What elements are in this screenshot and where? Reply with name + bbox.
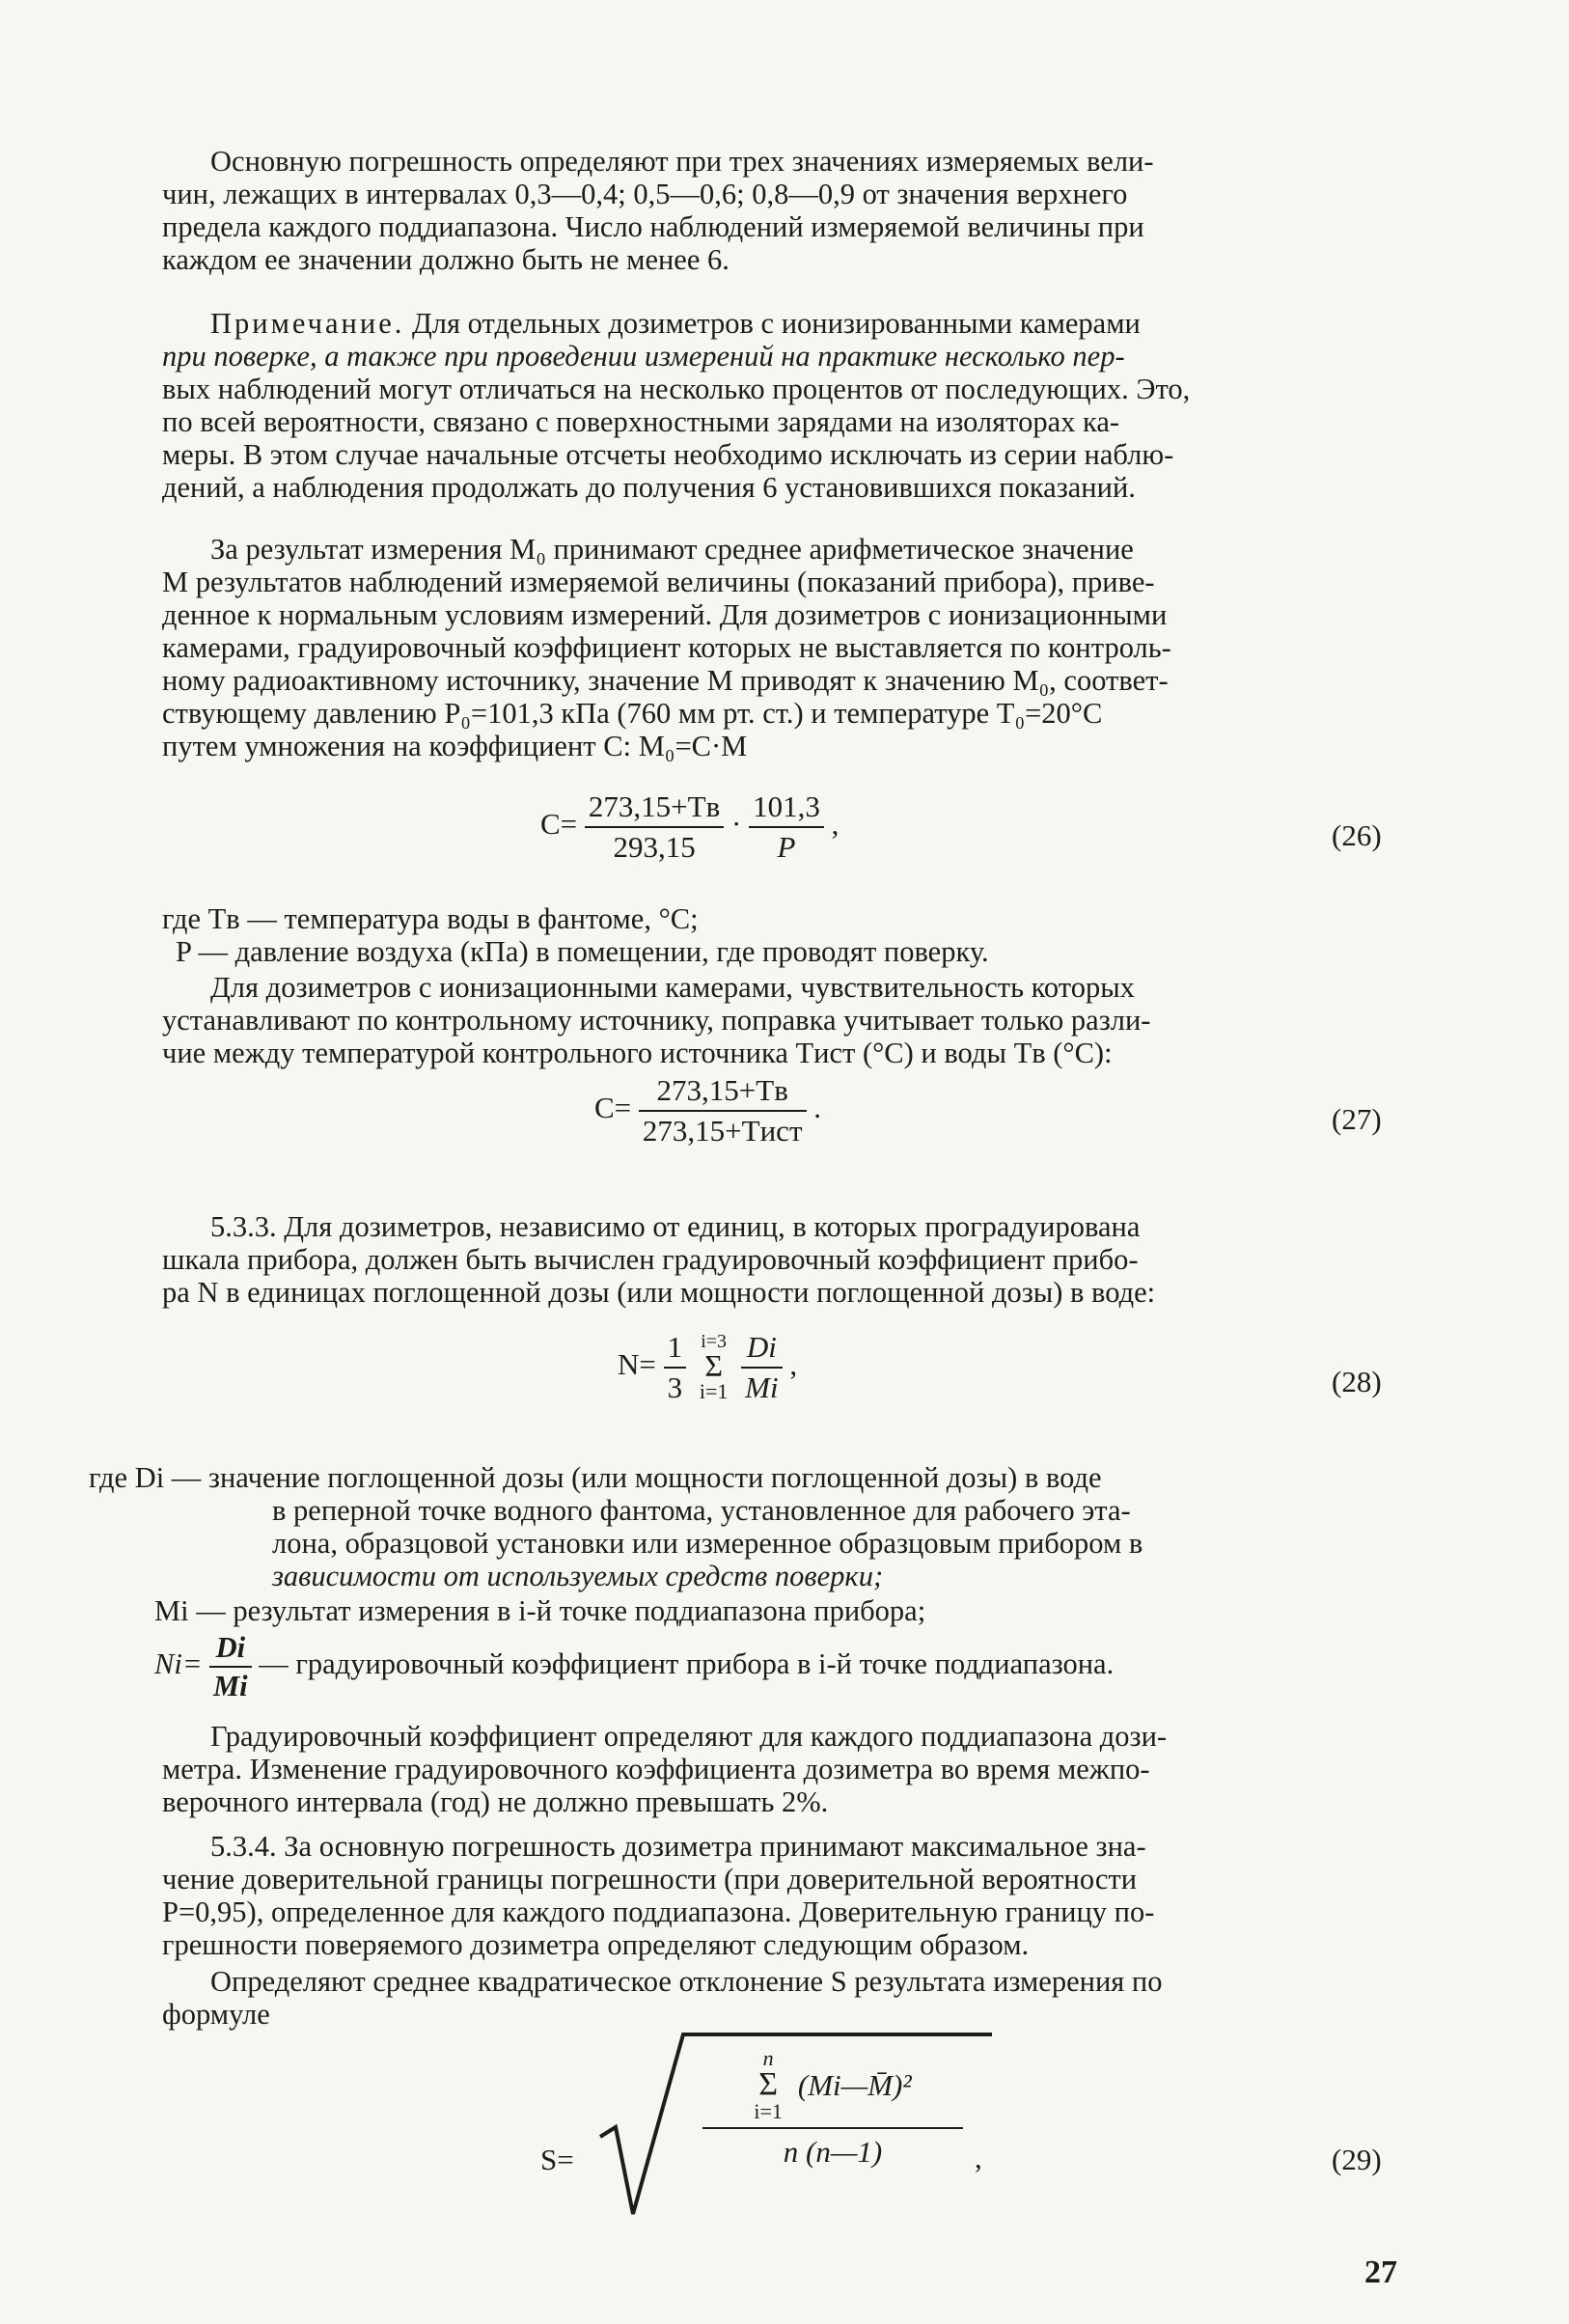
text-line: устанавливают по контрольному источнику, поправка учитывает только разли- (162, 1004, 1151, 1037)
fraction-numerator: 101,3 (749, 789, 824, 828)
equation-number: (29) (1332, 2143, 1382, 2176)
paragraph-main-error (162, 145, 1445, 276)
sum-term: (Mi—M̄)² (797, 2068, 912, 2102)
fraction (209, 1631, 252, 1702)
text-line (162, 307, 1445, 340)
page-number: 27 (1364, 2255, 1397, 2290)
equation-number: (26) (1332, 818, 1382, 852)
eq-operator: · (730, 807, 742, 842)
text-line: шкала прибора, должен быть вычислен градуировочный коэффициент прибо- (162, 1243, 1139, 1276)
text-line: формуле (162, 1998, 270, 2031)
text-line: предела каждого поддиапазона. Число наблюдений измеряемой величины при (162, 210, 1144, 243)
paragraph-std-dev (162, 1965, 1445, 2031)
definition-line: где Di — значение поглощенной дозы (или мощности поглощенной дозы) в воде (89, 1461, 1102, 1494)
fraction (749, 789, 824, 865)
paragraph-5-3-4 (162, 1830, 1445, 1961)
paragraph-5-3-3 (162, 1210, 1445, 1309)
text-line: чин, лежащих в интервалах 0,3—0,4; 0,5—0,6; 0,8—0,9 от значения верхнего (162, 178, 1128, 210)
text-line: Определяют среднее квадратическое отклонение S результата измерения по (210, 1965, 1163, 1998)
paragraph-calibration (162, 1720, 1445, 1818)
eq-lhs: C= (594, 1091, 632, 1125)
sigma-symbol: Σ (758, 2066, 778, 2102)
eq-lhs: S= (540, 2143, 574, 2176)
fraction-denominator: 3 (667, 1370, 683, 1404)
text-line: чение доверительной границы погрешности (при доверительной вероятности (162, 1863, 1138, 1895)
fraction (639, 1073, 807, 1148)
definition-line: где Tв — температура воды в фантоме, °C; (162, 902, 699, 935)
equation-29 (702, 2048, 963, 2170)
text-line: грешности поверяемого дозиметра определяют следующим образом. (162, 1928, 1030, 1961)
eq-punct: . (813, 1091, 821, 1125)
sum-upper-limit: n (762, 2046, 774, 2070)
text-line: дений, а наблюдения продолжать до получения 6 установившихся показаний. (162, 471, 1136, 504)
equation-number: (27) (1332, 1102, 1382, 1136)
eq-lhs: C= (540, 807, 578, 842)
text-line: путем умножения на коэффициент C: M₀=C·M (162, 730, 748, 762)
definition-line: Mi — результат измерения в i-й точке поддиапазона прибора; (154, 1594, 926, 1627)
eq-punct: , (789, 1347, 798, 1382)
fraction-numerator: 273,15+Tв (585, 789, 724, 828)
text-line: M результатов наблюдений измеряемой величины (показаний прибора), приве- (162, 566, 1155, 598)
sum-upper-limit: i=3 (701, 1331, 728, 1352)
note-paragraph (162, 307, 1445, 504)
fraction-denominator: Mi (745, 1370, 779, 1404)
fraction-denominator: 293,15 (613, 830, 696, 864)
fraction-numerator: 1 (664, 1330, 687, 1369)
text-line: каждом ее значении должно быть не менее 6. (162, 243, 729, 276)
text-line: Градуировочный коэффициент определяют для каждого поддиапазона дози- (210, 1720, 1168, 1753)
text-line: Для дозиметров с ионизационными камерами, чувствительность которых (210, 971, 1135, 1004)
text-line: верочного интервала (год) не должно превышать 2%. (162, 1785, 829, 1818)
note-text: Для отдельных дозиметров с ионизированными камерами (404, 307, 1141, 340)
fraction-denominator: Mi (213, 1670, 248, 1702)
numerator-row (702, 2048, 963, 2123)
fraction-denominator: 273,15+Tист (642, 1114, 803, 1148)
text-line: Основную погрешность определяют при трех значениях измеряемых вели- (210, 145, 1154, 178)
text-line: За результат измерения M₀ принимают среднее арифметическое значение (210, 533, 1134, 566)
ni-description: — градуировочный коэффициент прибора в i-й точке поддиапазона. (259, 1647, 1115, 1680)
eq-punct: , (975, 2141, 982, 2174)
text-line: 5.3.3. Для дозиметров, независимо от единиц, в которых проградуирована (210, 1210, 1141, 1243)
text-line: по всей вероятности, связано с поверхностными зарядами на изоляторах ка- (162, 405, 1120, 438)
fraction-numerator: Di (209, 1631, 252, 1668)
sigma-symbol: Σ (704, 1348, 723, 1383)
fraction (664, 1330, 687, 1405)
text-line: 5.3.4. За основную погрешность дозиметра принимают максимальное зна- (210, 1830, 1146, 1863)
equation-number: (28) (1332, 1365, 1382, 1398)
fraction-numerator: Di (741, 1330, 782, 1369)
sum-lower-limit: i=1 (754, 2099, 783, 2123)
paragraph-result (162, 533, 1445, 762)
definition-line: зависимости от используемых средств поверки; (272, 1560, 884, 1592)
fraction-denominator: P (777, 830, 796, 864)
eq-lhs: N= (618, 1347, 656, 1382)
definition-line: в реперной точке водного фантома, установленное для рабочего эта- (272, 1494, 1131, 1527)
text-line: при поверке, а также при проведении измерений на практике несколько пер- (162, 340, 1125, 373)
summation (700, 1332, 729, 1403)
fraction (741, 1330, 782, 1405)
definition-line: лона, образцовой установки или измеренное образцовым прибором в (272, 1527, 1143, 1560)
eq-lhs: Ni= (154, 1647, 203, 1680)
paragraph-control-source (162, 971, 1445, 1069)
summation (754, 2048, 783, 2123)
definition-line: P — давление воздуха (кПа) в помещении, где проводят поверку. (176, 935, 989, 968)
fraction (585, 789, 724, 865)
text-line: ствующему давлению P₀=101,3 кПа (760 мм рт. ст.) и температуре T₀=20°C (162, 697, 1103, 730)
text-line: ра N в единицах поглощенной дозы (или мощности поглощенной дозы) в воде: (162, 1276, 1156, 1309)
text-line: денное к нормальным условиям измерений. Для дозиметров с ионизационными (162, 598, 1168, 631)
text-line: чие между температурой контрольного источника Tист (°C) и воды Tв (°C): (162, 1037, 1113, 1069)
text-line: P=0,95), определенное для каждого поддиапазона. Доверительную границу по- (162, 1895, 1155, 1928)
eq-punct: , (831, 807, 840, 842)
equation-27 (594, 1073, 821, 1148)
fraction-numerator: 273,15+Tв (639, 1073, 807, 1112)
equation-28 (618, 1330, 797, 1405)
text-line: ному радиоактивному источнику, значение M приводят к значению M₀, соответ- (162, 664, 1169, 697)
sum-lower-limit: i=1 (699, 1379, 729, 1403)
text-line: метра. Изменение градуировочного коэффициента дозиметра во время межпо- (162, 1753, 1150, 1785)
fraction-denominator: n (n—1) (702, 2127, 963, 2170)
text-line: меры. В этом случае начальные отсчеты необходимо исключать из серии наблю- (162, 438, 1174, 471)
text-line: вых наблюдений могут отличаться на несколько процентов от последующих. Это, (162, 373, 1191, 405)
equation-26 (540, 789, 839, 865)
text-line: камерами, градуировочный коэффициент которых не выставляется по контроль- (162, 631, 1171, 664)
note-label: Примечание. (210, 307, 405, 340)
ni-definition (154, 1631, 1114, 1702)
